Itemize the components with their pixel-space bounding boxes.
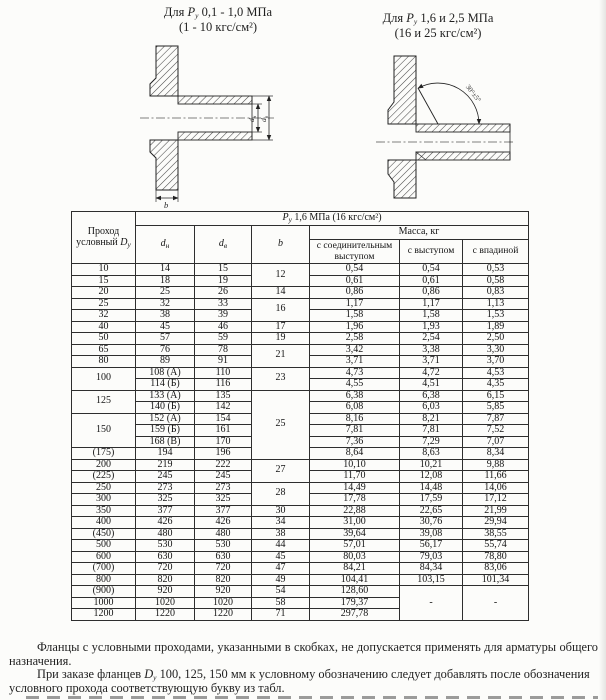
cell-dv: 33 <box>195 298 252 310</box>
cell-dy: 400 <box>72 517 136 529</box>
cell-dv: 426 <box>195 517 252 529</box>
cell-dv: 26 <box>195 287 252 299</box>
cell-dv: 1020 <box>195 597 252 609</box>
cell-dv: 116 <box>195 379 252 391</box>
cell-mass-protrusion: 8,63 <box>400 448 463 460</box>
cell-mass-connecting: 11,70 <box>310 471 400 483</box>
cell-mass-recess: 55,74 <box>463 540 529 552</box>
cell-dv: 273 <box>195 482 252 494</box>
cell-mass-protrusion: 3,71 <box>400 356 463 368</box>
cell-mass-connecting: 104,41 <box>310 574 400 586</box>
cell-mass-recess: 0,53 <box>463 264 529 276</box>
cell-mass-protrusion: 30,76 <box>400 517 463 529</box>
header-mass-connecting: с соединительным выступом <box>310 240 400 264</box>
cell-dn: 18 <box>136 275 195 287</box>
cell-dv: 59 <box>195 333 252 345</box>
cell-mass-recess: 6,15 <box>463 390 529 402</box>
table-header <box>72 212 529 264</box>
header-b: b <box>252 226 310 264</box>
cell-dn: 32 <box>136 298 195 310</box>
cell-mass-recess: 78,80 <box>463 551 529 563</box>
table-row <box>72 586 529 598</box>
flange-dimensions-table <box>71 211 529 621</box>
cell-mass-connecting: 0,54 <box>310 264 400 276</box>
cell-dy: 1000 <box>72 597 136 609</box>
table-row <box>72 574 529 586</box>
cell-dn: 273 <box>136 482 195 494</box>
cell-dn: 89 <box>136 356 195 368</box>
cell-dy: 32 <box>72 310 136 322</box>
cell-mass-connecting: 6,08 <box>310 402 400 414</box>
header-mass-group: Масса, кг <box>310 226 529 240</box>
cell-mass-connecting: 22,88 <box>310 505 400 517</box>
cell-dy: 50 <box>72 333 136 345</box>
table-row <box>72 321 529 333</box>
cell-mass-protrusion: 2,54 <box>400 333 463 345</box>
cell-mass-recess: 5,85 <box>463 402 529 414</box>
caption-left-pressure-range <box>118 5 318 36</box>
cell-dv: 78 <box>195 344 252 356</box>
cell-b: 44 <box>252 540 310 552</box>
cell-b: 28 <box>252 482 310 505</box>
cell-b: 19 <box>252 333 310 345</box>
cell-mass-protrusion: 39,08 <box>400 528 463 540</box>
cell-mass-recess: 38,55 <box>463 528 529 540</box>
cell-mass-connecting: 1,96 <box>310 321 400 333</box>
cell-dv: 920 <box>195 586 252 598</box>
cell-mass-connecting: 1,17 <box>310 298 400 310</box>
cell-mass-recess: 0,58 <box>463 275 529 287</box>
cell-mass-connecting: 14,49 <box>310 482 400 494</box>
cell-b: 54 <box>252 586 310 598</box>
cell-mass-protrusion: 0,86 <box>400 287 463 299</box>
header-dn: $d_н$ <box>136 226 195 264</box>
cell-mass-recess: 101,34 <box>463 574 529 586</box>
cell-mass-protrusion: 0,61 <box>400 275 463 287</box>
cell-mass-connecting: 4,73 <box>310 367 400 379</box>
cell-b: 45 <box>252 551 310 563</box>
cell-b: 30 <box>252 505 310 517</box>
cell-b: 23 <box>252 367 310 390</box>
cell-mass-protrusion: 1,58 <box>400 310 463 322</box>
cell-mass-recess: 8,34 <box>463 448 529 460</box>
pipe-wall-bottom <box>416 152 510 160</box>
cell-dv: 19 <box>195 275 252 287</box>
cell-b: 49 <box>252 574 310 586</box>
cell-mass-recess: 4,35 <box>463 379 529 391</box>
cell-mass-recess: 21,99 <box>463 505 529 517</box>
cell-mass-recess: 83,06 <box>463 563 529 575</box>
cell-dn: 45 <box>136 321 195 333</box>
cell-b: 71 <box>252 609 310 621</box>
cell-mass-recess: 1,53 <box>463 310 529 322</box>
cell-b: 38 <box>252 528 310 540</box>
cell-dv: 245 <box>195 471 252 483</box>
cell-mass-connecting: 7,81 <box>310 425 400 437</box>
cell-dy: 150 <box>72 413 136 448</box>
cell-dn: 140 (Б) <box>136 402 195 414</box>
cell-mass-protrusion: 10,21 <box>400 459 463 471</box>
cell-mass-protrusion: 3,38 <box>400 344 463 356</box>
header-mass-protrusion: с выступом <box>400 240 463 264</box>
cell-dn: 114 (Б) <box>136 379 195 391</box>
scan-artifact-right-edge <box>599 0 606 700</box>
cell-mass-recess: 7,87 <box>463 413 529 425</box>
cell-dv: 161 <box>195 425 252 437</box>
cell-dy: 80 <box>72 356 136 368</box>
table-row <box>72 344 529 356</box>
cell-dv: 325 <box>195 494 252 506</box>
cell-dy: 25 <box>72 298 136 310</box>
table-row <box>72 482 529 494</box>
caption-right-line2: (16 и 25 кгс/см²) <box>394 26 482 41</box>
cell-dy: 800 <box>72 574 136 586</box>
cell-mass-recess: - <box>463 586 529 621</box>
cell-dn: 1220 <box>136 609 195 621</box>
cell-mass-connecting: 57,01 <box>310 540 400 552</box>
cell-mass-connecting: 3,42 <box>310 344 400 356</box>
scan-artifact-bottom-edge <box>26 696 598 699</box>
cell-mass-connecting: 1,58 <box>310 310 400 322</box>
angle-label: 30°±5° <box>463 83 483 104</box>
cell-b: 14 <box>252 287 310 299</box>
cell-mass-connecting: 39,64 <box>310 528 400 540</box>
cell-dn: 219 <box>136 459 195 471</box>
cell-dn: 820 <box>136 574 195 586</box>
cell-dv: 170 <box>195 436 252 448</box>
cell-dn: 720 <box>136 563 195 575</box>
cell-dv: 530 <box>195 540 252 552</box>
cell-mass-connecting: 128,60 <box>310 586 400 598</box>
cell-b: 21 <box>252 344 310 367</box>
cell-mass-connecting: 7,36 <box>310 436 400 448</box>
cell-dy: 100 <box>72 367 136 390</box>
cell-dy: 250 <box>72 482 136 494</box>
cell-dn: 168 (В) <box>136 436 195 448</box>
cell-mass-recess: 2,50 <box>463 333 529 345</box>
cell-dn: 245 <box>136 471 195 483</box>
pipe-wall-top <box>416 124 510 132</box>
cell-dv: 154 <box>195 413 252 425</box>
cell-mass-connecting: 84,21 <box>310 563 400 575</box>
table-row <box>72 287 529 299</box>
cell-mass-recess: 7,07 <box>463 436 529 448</box>
dimension-label-dv: $d_в$ <box>259 115 270 122</box>
cell-b: 17 <box>252 321 310 333</box>
cell-mass-recess: 11,66 <box>463 471 529 483</box>
table-row <box>72 390 529 402</box>
cell-dn: 377 <box>136 505 195 517</box>
cell-mass-recess: 3,70 <box>463 356 529 368</box>
flange-table-body <box>72 264 529 621</box>
cell-dy: 1200 <box>72 609 136 621</box>
cell-dv: 110 <box>195 367 252 379</box>
cell-mass-recess: 1,89 <box>463 321 529 333</box>
caption-right-line1: Для $P_у$ 1,6 и 2,5 МПа <box>382 11 494 26</box>
cell-dy: 15 <box>72 275 136 287</box>
cell-b: 47 <box>252 563 310 575</box>
cell-mass-recess: 29,94 <box>463 517 529 529</box>
cell-mass-protrusion: 79,03 <box>400 551 463 563</box>
table-row <box>72 264 529 276</box>
cell-mass-protrusion: 6,38 <box>400 390 463 402</box>
cell-dv: 222 <box>195 459 252 471</box>
cell-mass-recess: 3,30 <box>463 344 529 356</box>
cell-dy: 125 <box>72 390 136 413</box>
cell-dy: (450) <box>72 528 136 540</box>
cell-dy: (900) <box>72 586 136 598</box>
flange-drawing-high-pressure <box>368 54 518 202</box>
cell-mass-connecting: 3,71 <box>310 356 400 368</box>
cell-dy: 65 <box>72 344 136 356</box>
cell-mass-connecting: 31,00 <box>310 517 400 529</box>
table-row <box>72 333 529 345</box>
cell-mass-connecting: 0,61 <box>310 275 400 287</box>
cell-mass-recess: 7,52 <box>463 425 529 437</box>
cell-dn: 325 <box>136 494 195 506</box>
cell-mass-protrusion: 56,17 <box>400 540 463 552</box>
header-mass-recess: с впадиной <box>463 240 529 264</box>
cell-dv: 196 <box>195 448 252 460</box>
cell-dn: 133 (А) <box>136 390 195 402</box>
cell-mass-connecting: 17,78 <box>310 494 400 506</box>
cell-mass-connecting: 8,64 <box>310 448 400 460</box>
cell-dv: 820 <box>195 574 252 586</box>
cell-dv: 377 <box>195 505 252 517</box>
cell-mass-protrusion: 4,72 <box>400 367 463 379</box>
cell-mass-connecting: 0,86 <box>310 287 400 299</box>
cell-dn: 530 <box>136 540 195 552</box>
dimension-label-b: b <box>164 200 169 210</box>
table-row <box>72 459 529 471</box>
table-row <box>72 551 529 563</box>
cell-mass-connecting: 2,58 <box>310 333 400 345</box>
cell-dn: 14 <box>136 264 195 276</box>
cell-dv: 39 <box>195 310 252 322</box>
cell-mass-protrusion: 14,48 <box>400 482 463 494</box>
cell-dn: 25 <box>136 287 195 299</box>
cell-dy: 20 <box>72 287 136 299</box>
table-row <box>72 298 529 310</box>
cell-mass-protrusion: 22,65 <box>400 505 463 517</box>
table-row <box>72 563 529 575</box>
cell-dn: 480 <box>136 528 195 540</box>
cell-b: 27 <box>252 459 310 482</box>
cell-dy: 10 <box>72 264 136 276</box>
table-row <box>72 540 529 552</box>
cell-dv: 720 <box>195 563 252 575</box>
cell-mass-protrusion: 8,21 <box>400 413 463 425</box>
cell-mass-connecting: 4,55 <box>310 379 400 391</box>
cell-b: 58 <box>252 597 310 609</box>
cell-mass-protrusion: 7,81 <box>400 425 463 437</box>
cell-mass-recess: 1,13 <box>463 298 529 310</box>
cell-b: 25 <box>252 390 310 459</box>
table-row <box>72 517 529 529</box>
cell-mass-protrusion: 6,03 <box>400 402 463 414</box>
cell-dy: (225) <box>72 471 136 483</box>
header-dv: $d_в$ <box>195 226 252 264</box>
cell-b: 12 <box>252 264 310 287</box>
cell-b: 16 <box>252 298 310 321</box>
cell-dy: 600 <box>72 551 136 563</box>
flange-drawing-low-pressure <box>138 44 278 210</box>
note-ordering-letters: При заказе фланцев $D_у$ 100, 125, 150 мм к условному обозначению следует добавлять после обозначения условного прохода соответствующую букву из табл. <box>9 667 590 695</box>
cell-mass-protrusion: 1,93 <box>400 321 463 333</box>
cell-dn: 1020 <box>136 597 195 609</box>
cell-dy: (175) <box>72 448 136 460</box>
cell-mass-protrusion: 4,51 <box>400 379 463 391</box>
pipe-wall-top <box>178 96 252 104</box>
cell-mass-connecting: 6,38 <box>310 390 400 402</box>
cell-dy: 200 <box>72 459 136 471</box>
cell-dy: 500 <box>72 540 136 552</box>
table-row <box>72 367 529 379</box>
cell-mass-connecting: 10,10 <box>310 459 400 471</box>
cell-dy: (700) <box>72 563 136 575</box>
cell-mass-recess: 9,88 <box>463 459 529 471</box>
cell-dn: 57 <box>136 333 195 345</box>
cell-dn: 920 <box>136 586 195 598</box>
cell-mass-connecting: 80,03 <box>310 551 400 563</box>
cell-dn: 152 (А) <box>136 413 195 425</box>
pipe-wall-bottom <box>178 132 252 140</box>
cell-mass-protrusion: 84,34 <box>400 563 463 575</box>
cell-dn: 194 <box>136 448 195 460</box>
flange-section-bottom <box>150 140 178 190</box>
flange-section-top <box>150 46 178 96</box>
caption-left-line1: Для $P_у$ 0,1 - 1,0 МПа <box>163 5 273 20</box>
flange-section-top <box>388 56 416 124</box>
cell-dv: 630 <box>195 551 252 563</box>
cell-dn: 76 <box>136 344 195 356</box>
cell-mass-recess: 14,06 <box>463 482 529 494</box>
cell-mass-protrusion: 1,17 <box>400 298 463 310</box>
table-row <box>72 528 529 540</box>
cell-mass-protrusion: 0,54 <box>400 264 463 276</box>
flange-section-bottom <box>388 160 416 198</box>
cell-dv: 135 <box>195 390 252 402</box>
cell-b: 34 <box>252 517 310 529</box>
weld-bevel-line <box>418 88 438 124</box>
cell-mass-recess: 17,12 <box>463 494 529 506</box>
note-bracketed-passages: Фланцы с условными проходами, указанными в скобках, не допускается применять для арматуры общего назначения. <box>9 640 598 668</box>
cell-dn: 38 <box>136 310 195 322</box>
header-pressure-group: $P_у$ 1,6 МПа (16 кгс/см²) <box>136 212 529 226</box>
cell-dy: 40 <box>72 321 136 333</box>
table-row <box>72 505 529 517</box>
cell-dv: 15 <box>195 264 252 276</box>
cell-dy: 300 <box>72 494 136 506</box>
cell-dn: 108 (А) <box>136 367 195 379</box>
cell-dv: 46 <box>195 321 252 333</box>
cell-dn: 630 <box>136 551 195 563</box>
header-dy: Проход условный $D_у$ <box>72 212 136 264</box>
cell-mass-recess: 4,53 <box>463 367 529 379</box>
cell-dn: 426 <box>136 517 195 529</box>
cell-mass-recess: 0,83 <box>463 287 529 299</box>
caption-right-pressure-range <box>338 11 538 42</box>
cell-dv: 142 <box>195 402 252 414</box>
cell-mass-protrusion: - <box>400 586 463 621</box>
caption-left-line2: (1 - 10 кгс/см²) <box>178 20 258 35</box>
cell-mass-connecting: 8,16 <box>310 413 400 425</box>
cell-mass-connecting: 179,37 <box>310 597 400 609</box>
cell-dn: 159 (Б) <box>136 425 195 437</box>
cell-dv: 91 <box>195 356 252 368</box>
dimension-label-dn: $d_н$ <box>247 115 258 122</box>
cell-mass-protrusion: 103,15 <box>400 574 463 586</box>
cell-dv: 480 <box>195 528 252 540</box>
cell-mass-protrusion: 17,59 <box>400 494 463 506</box>
cell-mass-protrusion: 12,08 <box>400 471 463 483</box>
cell-dv: 1220 <box>195 609 252 621</box>
cell-dy: 350 <box>72 505 136 517</box>
cell-mass-protrusion: 7,29 <box>400 436 463 448</box>
cell-mass-connecting: 297,78 <box>310 609 400 621</box>
